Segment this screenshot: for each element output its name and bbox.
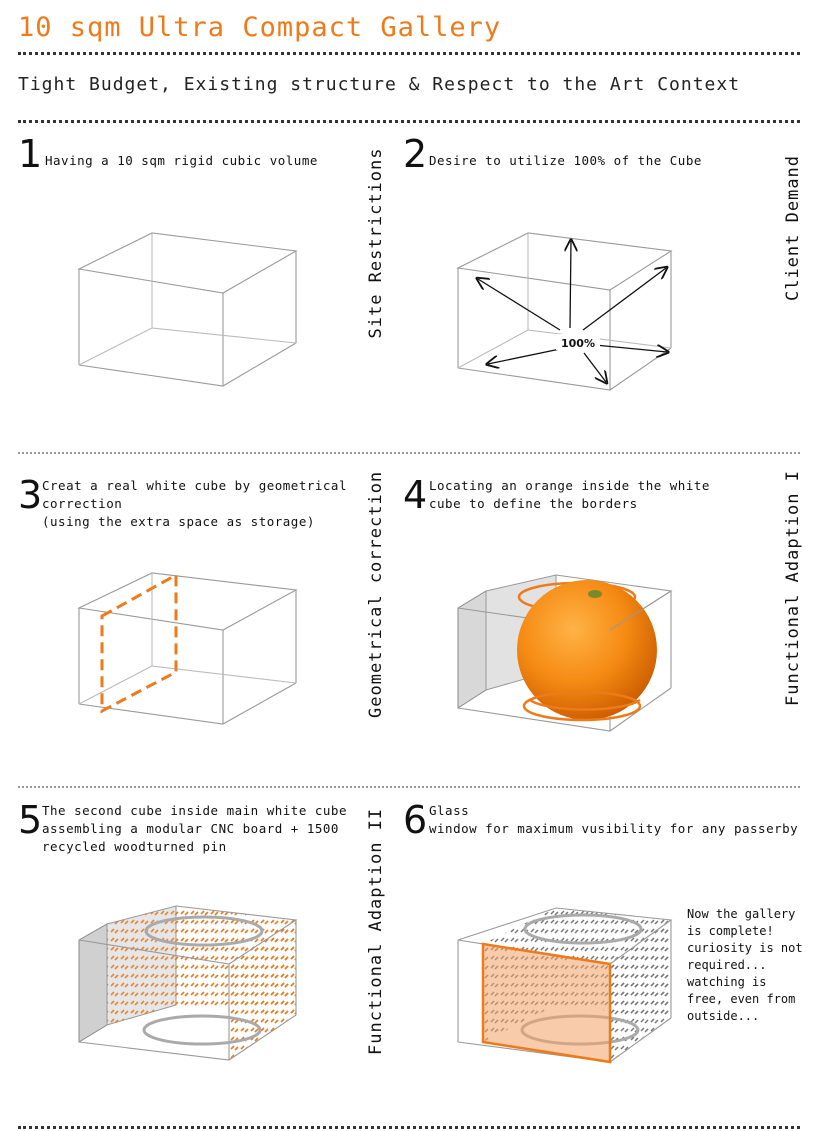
step-5-text: The second cube inside main white cube assembling a modular CNC board + 1500 recycled woodturned pin (42, 803, 347, 854)
label-functional-adaption-1: Functional Adaption I (783, 470, 803, 706)
step-1-text: Having a 10 sqm rigid cubic volume (45, 153, 318, 168)
expansion-arrows (478, 241, 667, 382)
step-1-number: 1 (18, 132, 43, 176)
cube-figure-5 (79, 906, 296, 1060)
step-6-number: 6 (403, 798, 428, 842)
closing-note: Now the gallery is complete! curiosity is not required... watching is free, even from outside... (687, 907, 803, 1023)
step-3-text: Creat a real white cube by geometrical correction (using the extra space as storage) (42, 478, 347, 529)
step-2-text: Desire to utilize 100% of the Cube (429, 153, 702, 168)
page-title: 10 sqm Ultra Compact Gallery (18, 12, 502, 43)
percent-label: 100% (561, 337, 595, 350)
cube-figure-2 (458, 233, 671, 390)
label-functional-adaption-2: Functional Adaption II (366, 807, 386, 1055)
cube-figure-1 (79, 233, 296, 386)
step-5-number: 5 (18, 798, 43, 842)
step-2-number: 2 (403, 132, 428, 176)
label-site-restrictions: Site Restrictions (366, 147, 386, 339)
correction-plane (102, 575, 176, 711)
step-4-number: 4 (403, 473, 428, 517)
step-6-text: Glass window for maximum vusibility for any passerby (429, 803, 799, 836)
step-3-number: 3 (18, 473, 43, 517)
glass-window (483, 944, 610, 1062)
cube-figure-4 (458, 575, 671, 731)
label-geometrical-correction: Geometrical correction (366, 470, 386, 718)
step-4-text: Locating an orange inside the white cube to define the borders (429, 478, 710, 511)
orange-image (517, 580, 657, 720)
label-client-demand: Client Demand (783, 154, 803, 302)
cube-figure-3 (79, 573, 296, 724)
cube-figure-6 (458, 908, 671, 1062)
page-subtitle: Tight Budget, Existing structure & Respect to the Art Context (18, 74, 741, 95)
